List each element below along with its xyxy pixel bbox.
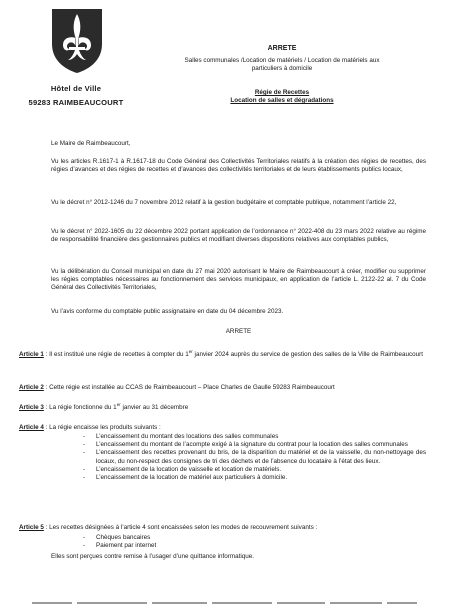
list-item: - L’encaissement du montant des locations des salles communales	[83, 433, 426, 441]
article-3	[19, 401, 429, 412]
list-item: - Paiement par internet	[83, 542, 426, 550]
document-title: ARRETE	[267, 45, 297, 52]
list-item: - L’encaissement de la location de vaisselle et location de matériels.	[83, 466, 426, 474]
vu-paragraph-3: Vu le décret n° 2022-1605 du 22 décembre 2022 portant application de l’ordonnance n° 2022-408 du 23 mars 2022 relative au régime de responsabilité financière des gestionnaires publics et modifiant diverses dispositions relatives aux comptables publics,	[51, 228, 426, 244]
document-subtitle: Salles communales /Location de matériels / Location de matériels aux particuliers à domicile	[184, 57, 380, 72]
article-4-list	[83, 433, 426, 482]
town-hall-address: 59283 RAIMBEAUCOURT	[28, 98, 124, 107]
article-3-text: : La régie fonctionne du 1	[43, 404, 117, 411]
regie-subtitle: Location de salles et dégradations	[230, 97, 334, 104]
list-item: - L’encaissement de la location de matériel aux particuliers à domicile.	[83, 474, 426, 482]
article-5-after: Elles sont perçues contre remise à l’usager d’une quittance informatique.	[51, 553, 255, 560]
list-item: - L’encaissement du montant de l’acompte exigé à la signature du contrat pour la location des salles communales	[83, 441, 426, 449]
vu-paragraph-2: Vu le décret n° 2012-1246 du 7 novembre 2012 relatif à la gestion budgétaire et comptable publique, notamment l’article 22,	[51, 199, 397, 206]
arrete-heading: ARRETE	[225, 328, 252, 335]
article-5-text: : Les recettes désignées à l’article 4 sont encaissées selon les modes de recouvrement suivants :	[43, 524, 318, 531]
footer-divider	[32, 594, 422, 599]
article-2-text: : Cette régie est installée au CCAS de Raimbeaucourt – Place Charles de Gaulle 59283 Raimbeaucourt	[43, 384, 335, 391]
article-4-label: Article 4	[19, 424, 44, 431]
article-5	[19, 524, 429, 532]
article-1-text: : Il est institué une régie de recettes à compter du 1	[43, 351, 189, 358]
article-1-label: Article 1	[19, 351, 44, 358]
article-5-list	[83, 534, 426, 550]
vu-paragraph-4: Vu la délibération du Conseil municipal en date du 27 mai 2020 autorisant le Maire de Raimbeaucourt à créer, modifier ou supprimer les régies comptables nécessaires au fonctionnement des services municipaux, en application de l’article L. 2122-22 al. 7 du Code Général des Collectivités Territoriales,	[51, 268, 426, 292]
article-4	[19, 424, 429, 432]
article-3-sup: er	[116, 401, 121, 407]
article-1-text-cont: janvier 2024 auprès du service de gestion des salles de la Ville de Raimbeaucourt	[192, 351, 424, 358]
list-item: - Chèques bancaires	[83, 534, 426, 542]
vu-paragraph-5: Vu l’avis conforme du comptable public assignataire en date du 04 décembre 2023.	[51, 308, 284, 315]
article-3-label: Article 3	[19, 404, 44, 411]
vu-paragraph-1: Vu les articles R.1617-1 à R.1617-18 du Code Général des Collectivités Territoriales relatifs à la création des régies de recettes, des régies d’avances et des régies de recettes et d’avances des collectivités territoriales et de leurs établissements publics locaux,	[51, 158, 426, 174]
article-2-label: Article 2	[19, 384, 44, 391]
article-1-sup: er	[188, 348, 193, 354]
intro-paragraph: Le Maire de Raimbeaucourt,	[51, 140, 131, 147]
city-crest-logo	[51, 8, 103, 74]
list-item: - L’encaissement des recettes provenant du bris, de la disparition du matériel et de la vaisselle, du non-nettoyage des locaux, du non-respect des consignes de tri des déchets et de l’absence du locataire à l’état des lieux.	[83, 449, 426, 465]
article-4-text: : La régie encaisse les produits suivants :	[43, 424, 161, 431]
regie-title: Régie de Recettes	[254, 89, 310, 96]
article-5-label: Article 5	[19, 524, 44, 531]
article-3-text-cont: janvier au 31 décembre	[120, 404, 189, 411]
article-1	[19, 348, 429, 359]
town-hall-label: Hôtel de Ville	[50, 84, 102, 93]
article-2	[19, 384, 429, 392]
